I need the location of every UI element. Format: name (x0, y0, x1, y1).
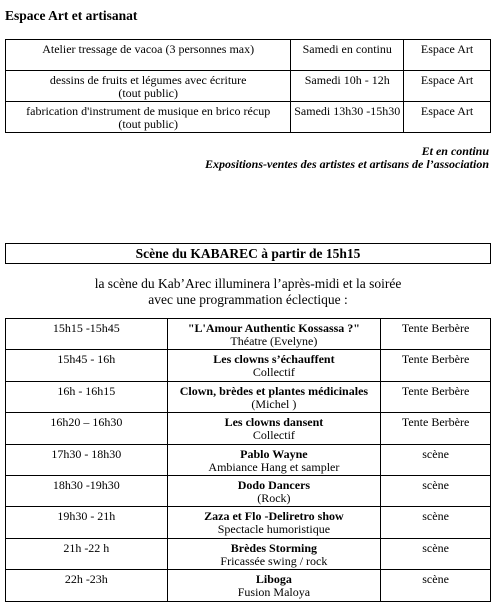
table-row (6, 475, 491, 506)
act-cell (167, 444, 381, 475)
act-cell (167, 413, 381, 444)
table-row (6, 381, 491, 412)
table-row (6, 570, 491, 601)
time-cell: 16h20 – 16h30 (6, 413, 168, 444)
table-row (6, 350, 491, 381)
time-cell: 21h -22 h (6, 538, 168, 569)
act-cell (167, 538, 381, 569)
time-cell: 16h - 16h15 (6, 381, 168, 412)
section-title-espace-art: Espace Art et artisanat (5, 8, 138, 23)
kabarec-schedule-table (5, 318, 491, 602)
espace-art-table (5, 39, 491, 133)
table-row (6, 102, 491, 133)
time-cell: 15h45 - 16h (6, 350, 168, 381)
table-row (6, 40, 491, 71)
activity-cell (6, 102, 291, 133)
act-description: (Michel ) (251, 396, 297, 411)
location-cell: scène (381, 444, 491, 475)
time-cell: 18h30 -19h30 (6, 475, 168, 506)
table-row (6, 319, 491, 350)
audience-label: (tout public) (118, 117, 178, 131)
act-description: Collectif (252, 428, 295, 443)
act-description: Ambiance Hang et sampler (208, 459, 340, 474)
place-cell: Espace Art (404, 40, 491, 71)
act-cell (167, 507, 381, 538)
table-row (6, 71, 491, 102)
act-name: Les clowns dansent (224, 415, 324, 430)
act-cell (167, 319, 381, 350)
act-name: Zaza et Flo -Deliretro show (204, 509, 344, 524)
time-cell: 17h30 - 18h30 (6, 444, 168, 475)
act-description: Théatre (Evelyne) (230, 334, 318, 348)
act-cell (167, 570, 381, 601)
act-name: Liboga (255, 572, 292, 587)
time-cell: 15h15 -15h45 (6, 319, 168, 350)
location-cell: Tente Berbère (381, 413, 491, 444)
act-description: Fusion Maloya (237, 585, 311, 600)
note-line: Expositions-ventes des artistes et artisans de l’association (204, 157, 489, 171)
act-cell (167, 350, 381, 381)
act-description: Fricassée swing / rock (220, 553, 328, 568)
activity-cell (6, 40, 291, 71)
act-description: Spectacle humoristique (217, 522, 331, 537)
act-cell (167, 475, 381, 506)
act-description: Collectif (252, 365, 295, 380)
audience-label: (tout public) (118, 86, 178, 100)
activity-label: dessins de fruits et légumes avec écriture (49, 73, 247, 87)
act-name: "L'Amour Authentic Kossassa ?" (187, 321, 360, 335)
intro-line: avec une programmation éclectique : (148, 292, 348, 307)
place-cell: Espace Art (404, 102, 491, 133)
note-line: Et en continu (421, 144, 489, 158)
act-cell (167, 381, 381, 412)
act-name: Dodo Dancers (237, 477, 311, 492)
kabarec-header: Scène du KABAREC à partir de 15h15 (5, 243, 491, 264)
act-name: Les clowns s’échauffent (213, 352, 335, 367)
location-cell: Tente Berbère (381, 350, 491, 381)
place-cell: Espace Art (404, 71, 491, 102)
location-cell: scène (381, 507, 491, 538)
time-cell: Samedi en continu (291, 40, 404, 71)
act-name: Pablo Wayne (240, 446, 308, 461)
act-description: (Rock) (257, 490, 291, 505)
activity-cell (6, 71, 291, 102)
time-cell: Samedi 13h30 -15h30 (291, 102, 404, 133)
activity-label: fabrication d'instrument de musique en brico récup (26, 104, 271, 118)
location-cell: Tente Berbère (381, 319, 491, 350)
table-row (6, 507, 491, 538)
location-cell: scène (381, 538, 491, 569)
table-row (6, 413, 491, 444)
act-name: Brèdes Storming (230, 540, 318, 555)
time-cell: Samedi 10h - 12h (291, 71, 404, 102)
time-cell: 19h30 - 21h (6, 507, 168, 538)
act-name: Clown, brèdes et plantes médicinales (179, 383, 369, 398)
table-row (6, 538, 491, 569)
location-cell: scène (381, 475, 491, 506)
time-cell: 22h -23h (6, 570, 168, 601)
kabarec-intro (5, 276, 491, 308)
location-cell: Tente Berbère (381, 381, 491, 412)
intro-line: la scène du Kab’Arec illuminera l’après-midi et la soirée (94, 276, 402, 291)
activity-label: Atelier tressage de vacoa (3 personnes max) (42, 42, 255, 56)
exhibition-note (205, 145, 489, 171)
table-row (6, 444, 491, 475)
location-cell: scène (381, 570, 491, 601)
